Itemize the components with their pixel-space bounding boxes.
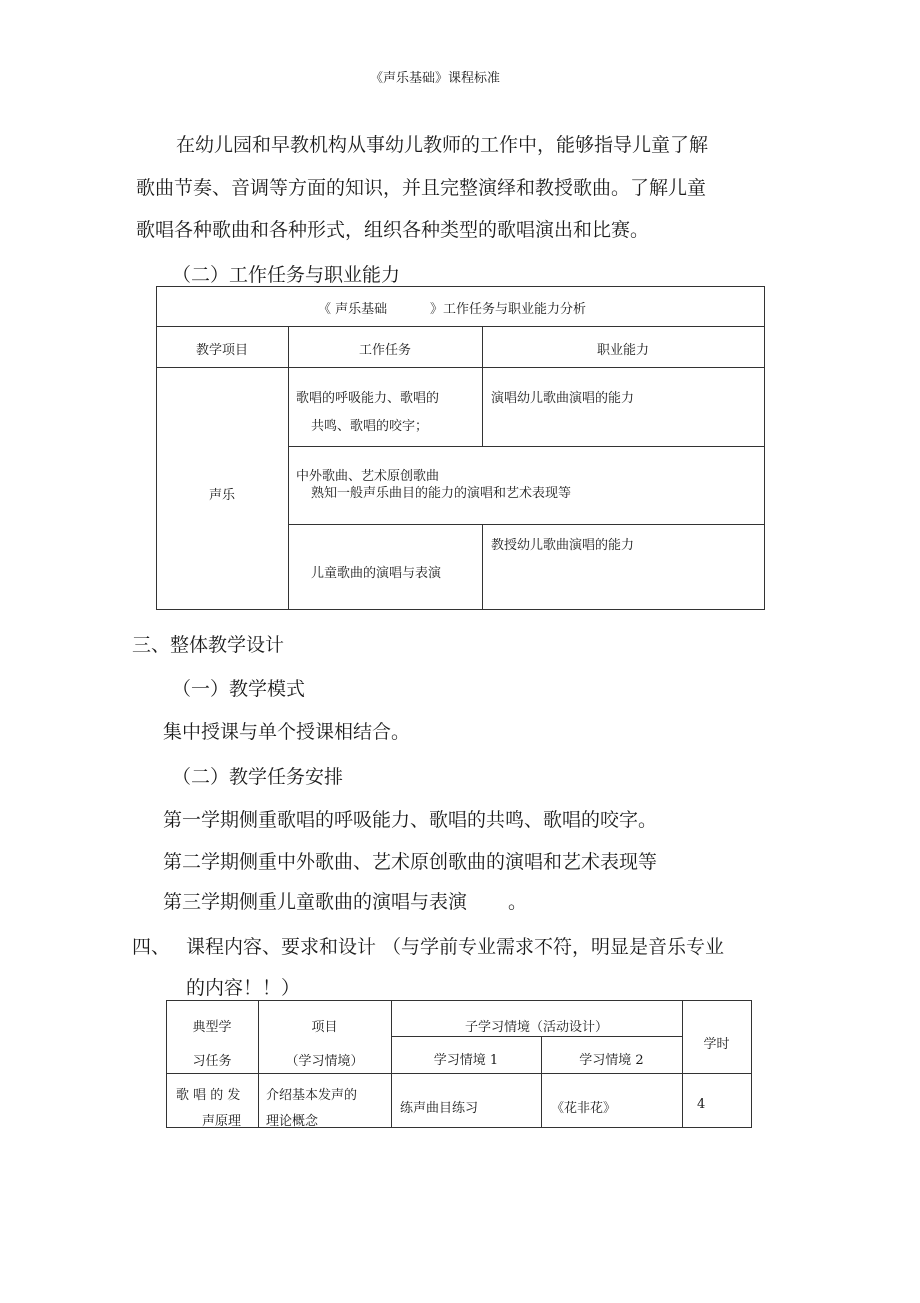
intro-line-3: 歌唱各种歌曲和各种形式，组织各种类型的歌唱演出和比赛。 — [136, 219, 650, 241]
t2-row-item-1: 介绍基本发声的 — [266, 1088, 358, 1103]
row1-ability: 演唱幼儿歌曲演唱的能力 — [491, 391, 635, 406]
row2-task-line2: 熟知一般声乐曲目的能力的演唱和艺术表现等 — [311, 486, 572, 501]
cell-project: 声乐 — [208, 488, 235, 503]
semester-3: 第三学期侧重儿童歌曲的演唱与表演 — [163, 891, 468, 913]
table-caption-left: 《 声乐基础 — [318, 302, 388, 317]
subsection-title-tasks: （二）工作任务与职业能力 — [172, 264, 401, 286]
section-4-number: 四、 — [132, 936, 171, 958]
row3-ability: 教授幼儿歌曲演唱的能力 — [491, 538, 635, 553]
t2-row-sub2: 《花非花》 — [551, 1101, 617, 1116]
header-task: 工作任务 — [358, 343, 411, 358]
table-caption-right: 》工作任务与职业能力分析 — [430, 302, 587, 317]
mode-title: （一）教学模式 — [172, 678, 306, 700]
t2-row-hours: 4 — [697, 1097, 706, 1112]
section-4-title: 课程内容、要求和设计 （与学前专业需求不符，明显是音乐专业 — [186, 936, 725, 958]
semester-1: 第一学期侧重歌唱的呼吸能力、歌唱的共鸣、歌唱的咬字。 — [163, 809, 658, 831]
intro-line-1: 在幼儿园和早教机构从事幼儿教师的工作中，能够指导儿童了解 — [176, 134, 709, 156]
header-ability: 职业能力 — [596, 343, 649, 358]
header-project: 教学项目 — [195, 343, 248, 358]
t2-row-sub1: 练声曲目练习 — [400, 1101, 479, 1116]
semester-2: 第二学期侧重中外歌曲、艺术原创歌曲的演唱和艺术表现等 — [163, 851, 658, 873]
mode-text: 集中授课与单个授课相结合。 — [163, 721, 411, 743]
row1-task-line1: 歌唱的呼吸能力、歌唱的 — [296, 391, 440, 406]
t2-header-sub1: 学习情境 1 — [433, 1053, 499, 1068]
t2-row-item-2: 理论概念 — [266, 1114, 319, 1129]
t2-header-sub2: 学习情境 2 — [579, 1053, 644, 1068]
t2-row-task-2: 声原理 — [202, 1114, 242, 1129]
t2-header-task-2: 习任务 — [192, 1054, 232, 1069]
page-header: 《声乐基础》课程标准 — [370, 71, 501, 86]
section-3-title: 三、整体教学设计 — [132, 634, 285, 656]
t2-header-hours: 学时 — [703, 1037, 730, 1052]
semester-3-end: 。 — [508, 891, 528, 913]
section-4-title-cont: 的内容！！） — [186, 977, 301, 999]
row1-task-line2: 共鸣、歌唱的咬字； — [311, 419, 429, 434]
t2-header-task-1: 典型学 — [192, 1020, 232, 1035]
arrange-title: （二）教学任务安排 — [172, 766, 344, 788]
t2-header-item-2: （学习情境） — [285, 1054, 364, 1069]
row3-task: 儿童歌曲的演唱与表演 — [311, 566, 442, 581]
t2-row-task-1: 歌 唱 的 发 — [176, 1088, 241, 1103]
intro-line-2: 歌曲节奏、音调等方面的知识，并且完整演绎和教授歌曲。了解儿童 — [136, 177, 707, 199]
t2-header-item-1: 项目 — [311, 1020, 338, 1035]
row2-task-line1: 中外歌曲、艺术原创歌曲 — [296, 469, 440, 484]
t2-header-subcontext: 子学习情境（活动设计） — [464, 1020, 608, 1035]
